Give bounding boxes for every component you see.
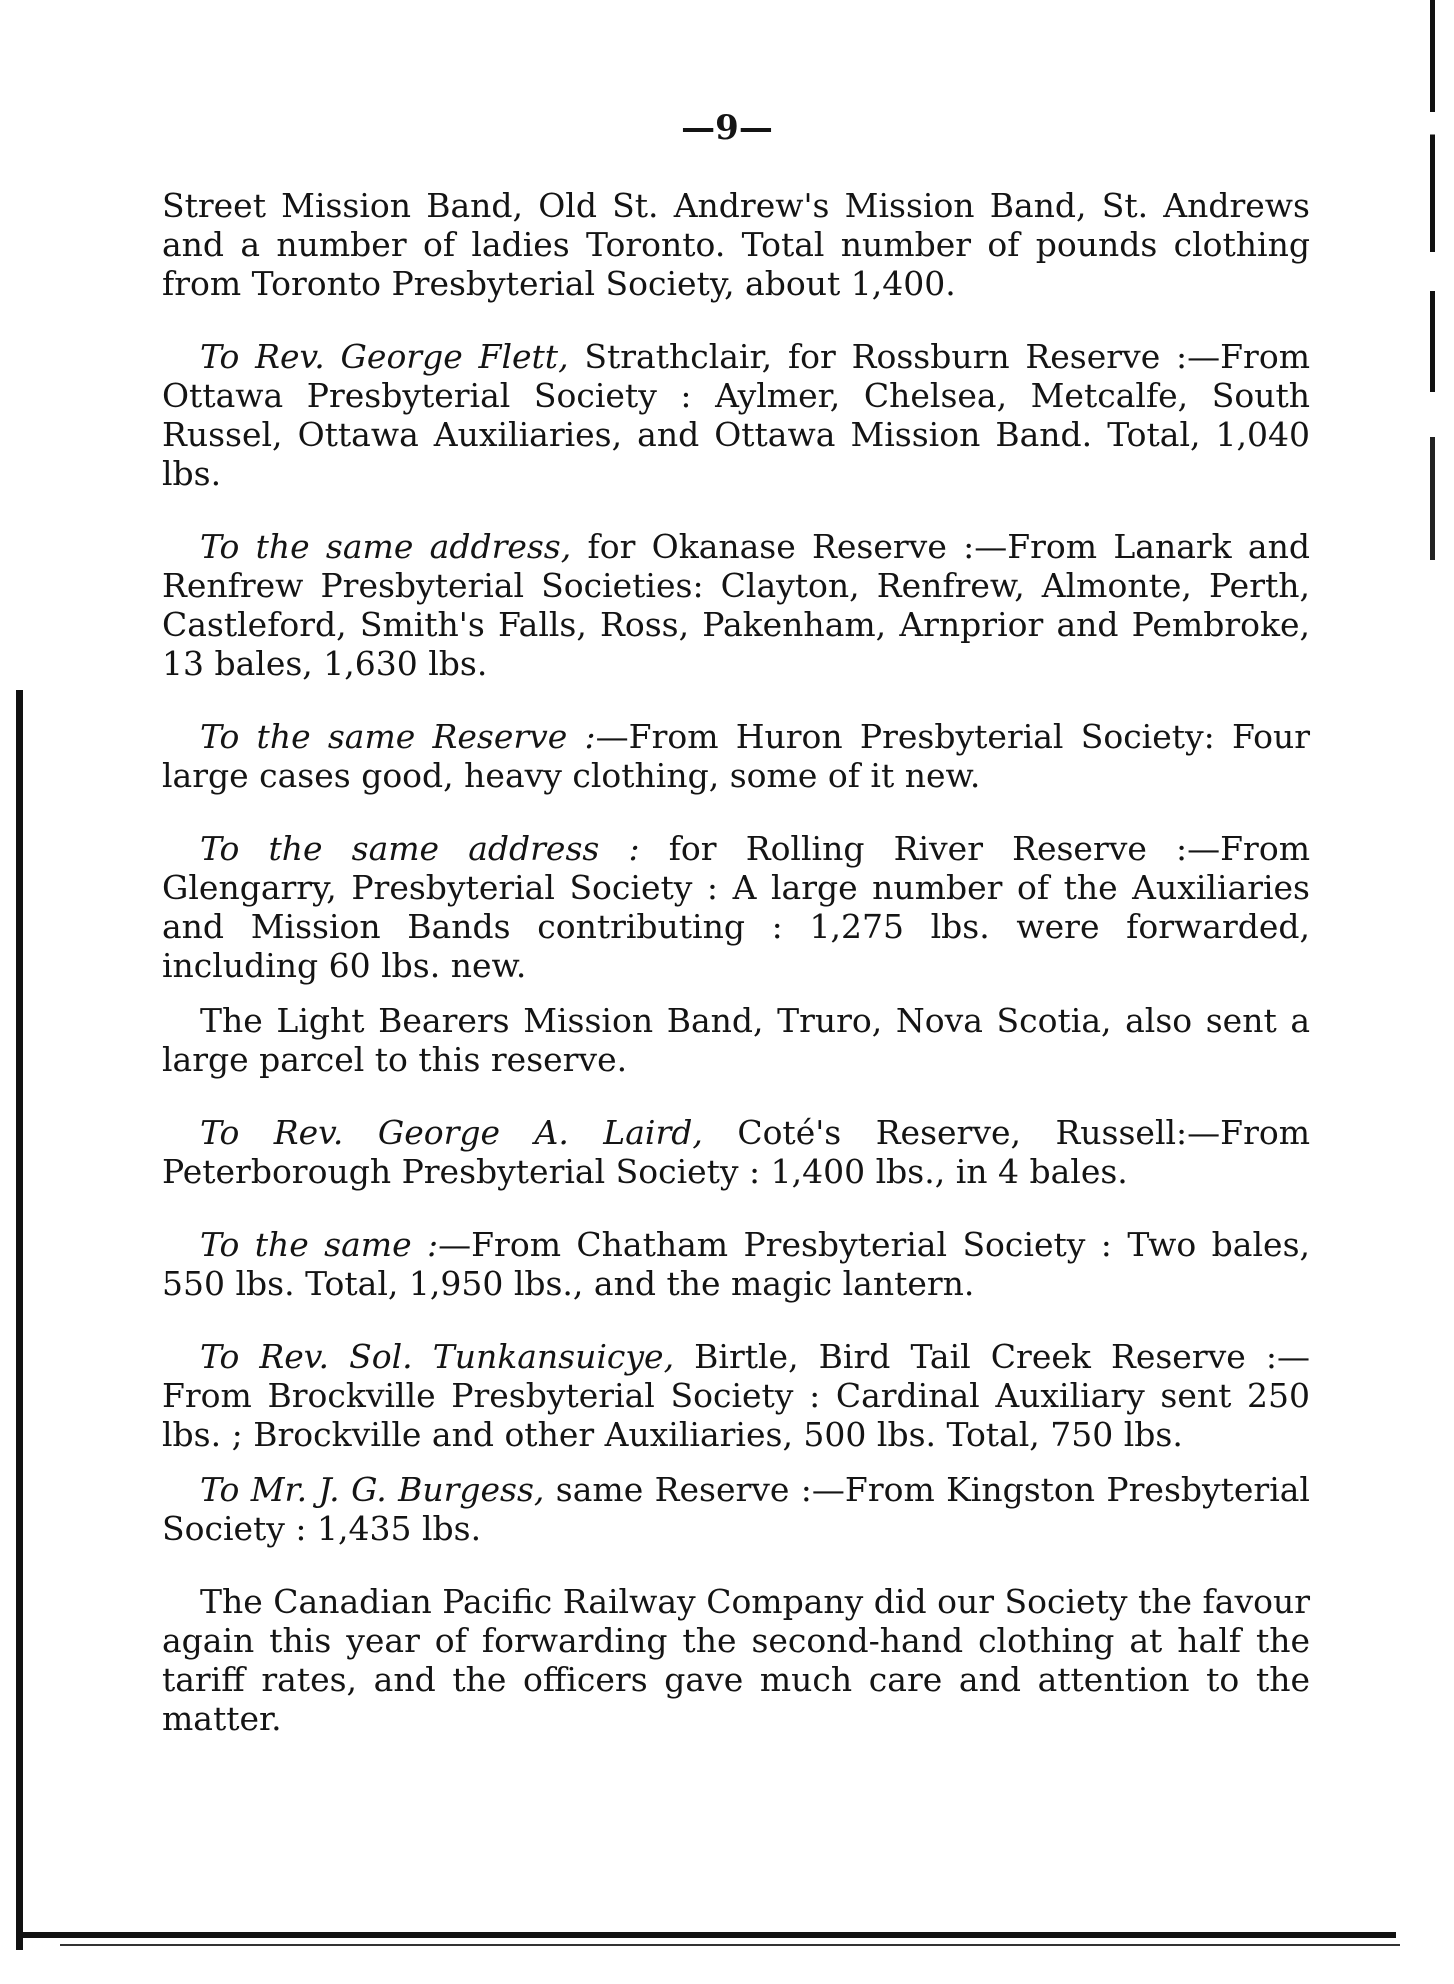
right-border-rule <box>1430 0 1435 560</box>
left-border-rule <box>16 690 23 1950</box>
paragraph-lead: To the same address, <box>200 527 572 566</box>
paragraph-lead: To Rev. Sol. Tunkansuicye, <box>200 1337 675 1376</box>
paragraph <box>162 1001 1310 1079</box>
paragraph-text: The Light Bearers Mission Band, Truro, Nova Scotia, also sent a large parcel to this reserve. <box>162 1001 1310 1079</box>
paragraph-lead: To Rev. George A. Laird, <box>200 1113 703 1152</box>
paragraph-text: —From Huron Presbyterial Society: Four large cases good, heavy clothing, some of it new. <box>162 717 1311 795</box>
paragraph <box>162 1113 1310 1191</box>
page-number: —9— <box>681 108 773 148</box>
page-body <box>162 186 1310 1772</box>
paragraph <box>162 337 1310 493</box>
paragraph-lead: To the same address : <box>200 829 640 868</box>
paragraph-lead: To the same : <box>200 1225 439 1264</box>
paragraph-text: Birtle, Bird Tail Creek Reserve :—From Brockville Presbyterial Society : Cardinal Auxiliary sent 250 lbs. ; Brockville and other Auxiliaries, 500 lbs. Total, 750 lbs. <box>162 1337 1310 1454</box>
bottom-border-rule-secondary <box>60 1944 1400 1946</box>
paragraph <box>162 1470 1310 1548</box>
paragraph-text: —From Chatham Presbyterial Society : Two bales, 550 lbs. Total, 1,950 lbs., and the magic lantern. <box>162 1225 1310 1303</box>
paragraph-lead: To Mr. J. G. Burgess, <box>200 1470 545 1509</box>
paragraph <box>162 1337 1310 1454</box>
paragraph <box>162 717 1310 795</box>
paragraph-lead: To Rev. George Flett, <box>200 337 569 376</box>
paragraph-text: Coté's Reserve, Russell:—From Peterborough Presbyterial Society : 1,400 lbs., in 4 bales. <box>162 1113 1311 1191</box>
paragraph <box>162 186 1310 303</box>
paragraph-text: Strathclair, for Rossburn Reserve :—From Ottawa Presbyterial Society : Aylmer, Chelsea, Metcalfe, South Russel, Ottawa Auxiliaries, and Ottawa Mission Band. Total, 1,040 lbs. <box>162 337 1310 493</box>
paragraph-text: same Reserve :—From Kingston Presbyterial Society : 1,435 lbs. <box>162 1470 1310 1548</box>
paragraph <box>162 1582 1310 1738</box>
paragraph <box>162 829 1310 985</box>
paragraph-text: for Okanase Reserve :—From Lanark and Renfrew Presbyterial Societies: Clayton, Renfrew, Almonte, Perth, Castleford, Smith's Falls, Ross, Pakenham, Arnprior and Pembroke, 13 bales, 1,630 lbs. <box>162 527 1310 683</box>
paragraph-lead: To the same Reserve : <box>200 717 596 756</box>
paragraph-text: The Canadian Pacific Railway Company did our Society the favour again this year of forwarding the second-hand clothing at half the tariff rates, and the officers gave much care and attention to the matter. <box>162 1582 1310 1738</box>
bottom-border-rule <box>16 1932 1396 1938</box>
paragraph-text: for Rolling River Reserve :—From Glengarry, Presbyterial Society : A large number of the Auxiliaries and Mission Bands contributing : 1,275 lbs. were forwarded, including 60 lbs. new. <box>162 829 1310 985</box>
paragraph <box>162 1225 1310 1303</box>
paragraph <box>162 527 1310 683</box>
paragraph-text: Street Mission Band, Old St. Andrew's Mission Band, St. Andrews and a number of ladies Toronto. Total number of pounds clothing from Toronto Presbyterial Society, about 1,400. <box>162 186 1310 303</box>
